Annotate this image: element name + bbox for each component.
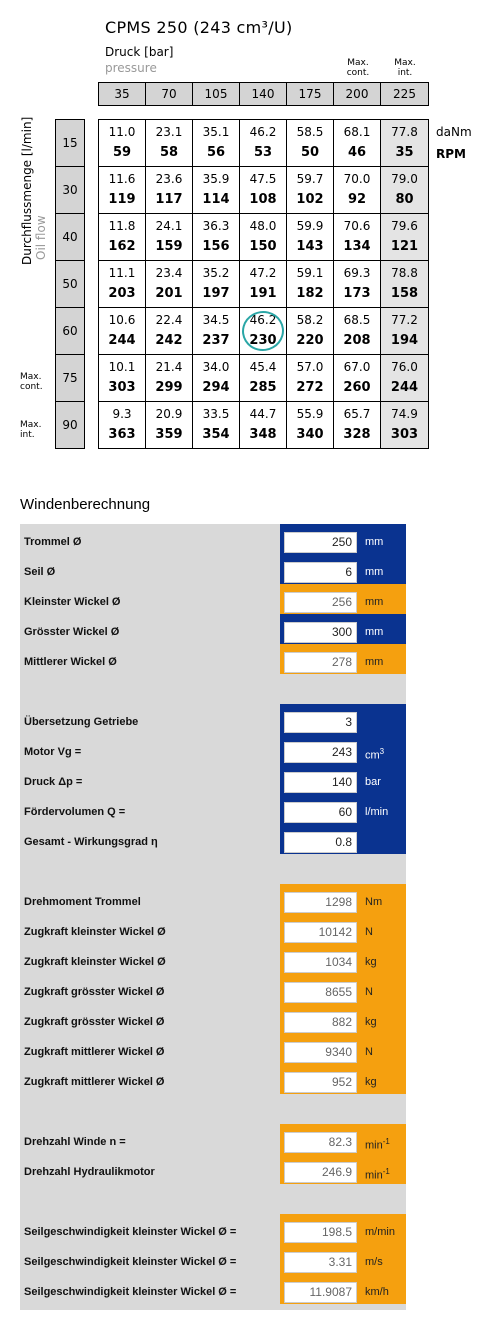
performance-grid — [98, 119, 429, 449]
flow-axis-title: Durchflussmenge [l/min] — [20, 116, 34, 265]
calc-input-field[interactable]: 60 — [284, 802, 357, 823]
grid-row — [99, 261, 428, 308]
rpm-value: 303 — [390, 427, 419, 442]
grid-row — [99, 120, 428, 167]
calc-label: Druck Δp = — [24, 776, 83, 788]
calc-label: Drehzahl Winde n = — [24, 1136, 126, 1148]
calc-unit — [365, 527, 383, 557]
calc-unit — [365, 1247, 383, 1277]
calc-unit-text: mm — [365, 566, 384, 578]
rpm-value: 46 — [347, 145, 367, 160]
torque-value: 34.5 — [202, 313, 230, 327]
calc-label: Drehzahl Hydraulikmotor — [24, 1166, 155, 1178]
rpm-value: 92 — [347, 192, 367, 207]
calc-result-field: 256 — [284, 592, 357, 613]
calc-result-field: 82.3 — [284, 1132, 357, 1153]
calc-unit — [365, 1037, 373, 1067]
torque-value: 47.5 — [249, 172, 277, 186]
calc-row — [20, 1007, 406, 1037]
rpm-value: 244 — [390, 380, 419, 395]
calc-unit — [365, 587, 383, 617]
torque-value: 46.2 — [249, 313, 277, 327]
grid-cell — [240, 402, 287, 448]
calc-label: Seil Ø — [24, 566, 56, 578]
grid-cell — [381, 355, 428, 401]
calc-result-field: 10142 — [284, 922, 357, 943]
rpm-value: 203 — [108, 286, 136, 301]
flow-cell: 60 — [56, 308, 84, 355]
calc-row — [20, 767, 406, 797]
unit-superscript: -1 — [382, 1137, 390, 1146]
rpm-value: 299 — [155, 380, 183, 395]
rpm-value: 303 — [108, 380, 136, 395]
rpm-value: 156 — [202, 239, 230, 254]
rpm-value: 121 — [390, 239, 419, 254]
torque-value: 36.3 — [202, 219, 230, 233]
torque-value: 11.0 — [108, 125, 136, 139]
rpm-value: 143 — [296, 239, 324, 254]
torque-value: 33.5 — [202, 407, 230, 421]
grid-cell — [240, 167, 287, 213]
torque-value: 22.4 — [155, 313, 183, 327]
grid-row — [99, 214, 428, 261]
torque-value: 58.5 — [296, 125, 324, 139]
calc-unit — [365, 797, 388, 827]
calc-label: Gesamt - Wirkungsgrad η — [24, 836, 158, 848]
torque-value: 77.2 — [391, 313, 418, 327]
calc-input-field[interactable]: 300 — [284, 622, 357, 643]
torque-value: 23.4 — [155, 266, 183, 280]
grid-cell — [99, 308, 146, 354]
rpm-value: 294 — [202, 380, 230, 395]
torque-value: 79.6 — [391, 219, 418, 233]
grid-cell — [146, 402, 193, 448]
calc-unit — [365, 557, 383, 587]
torque-value: 9.3 — [112, 407, 132, 421]
calc-label: Zugkraft grösster Wickel Ø — [24, 986, 165, 998]
calc-label: Grösster Wickel Ø — [24, 626, 120, 638]
calc-unit — [365, 767, 381, 797]
max-int-header: Max. int. — [394, 58, 416, 78]
pressure-cell: 225 — [393, 87, 416, 101]
rpm-value: 194 — [390, 333, 419, 348]
calc-unit-text: N — [365, 1046, 373, 1058]
winch-panel — [20, 524, 406, 1310]
torque-value: 10.1 — [108, 360, 136, 374]
flow-cell: 30 — [56, 167, 84, 214]
rpm-value: 102 — [296, 192, 324, 207]
pressure-sublabel: pressure — [105, 61, 157, 75]
grid-cell — [99, 355, 146, 401]
torque-value: 20.9 — [155, 407, 183, 421]
calc-input-field[interactable]: 0.8 — [284, 832, 357, 853]
rpm-value: 119 — [108, 192, 136, 207]
calc-row — [20, 737, 406, 767]
calc-unit — [365, 1277, 389, 1307]
calc-label: Motor Vg = — [24, 746, 82, 758]
unit-superscript: -1 — [382, 1167, 390, 1176]
torque-value: 35.9 — [202, 172, 230, 186]
calc-unit-text: mm — [365, 626, 384, 638]
calc-unit-text: mm — [365, 536, 384, 548]
pressure-cell: 70 — [146, 83, 193, 105]
calc-result-field: 3.31 — [284, 1252, 357, 1273]
calc-unit — [365, 887, 382, 917]
rpm-value: 182 — [296, 286, 324, 301]
torque-value: 48.0 — [249, 219, 277, 233]
torque-unit: daNm — [436, 125, 472, 139]
torque-value: 68.1 — [343, 125, 371, 139]
calc-row — [20, 797, 406, 827]
calc-row — [20, 1037, 406, 1067]
grid-cell — [334, 214, 381, 260]
calc-unit-text: cm — [365, 749, 380, 762]
calc-result-field: 952 — [284, 1072, 357, 1093]
rpm-value: 134 — [343, 239, 371, 254]
unit-superscript: 3 — [379, 747, 385, 756]
torque-value: 70.6 — [343, 219, 371, 233]
grid-cell — [334, 308, 381, 354]
rpm-value: 159 — [155, 239, 183, 254]
grid-cell — [287, 308, 334, 354]
rpm-value: 108 — [249, 192, 277, 207]
rpm-value: 53 — [253, 145, 273, 160]
grid-cell — [146, 214, 193, 260]
grid-cell — [193, 120, 240, 166]
grid-cell — [99, 261, 146, 307]
grid-cell — [334, 402, 381, 448]
torque-value: 74.9 — [391, 407, 418, 421]
rpm-value: 201 — [155, 286, 183, 301]
calc-row — [20, 827, 406, 857]
rpm-value: 150 — [249, 239, 277, 254]
flow-cell: 15 — [56, 120, 84, 167]
torque-value: 34.0 — [202, 360, 230, 374]
rpm-value: 230 — [249, 333, 277, 348]
calc-input-field[interactable]: 6 — [284, 562, 357, 583]
calc-unit — [365, 1217, 395, 1247]
calc-label: Übersetzung Getriebe — [24, 716, 139, 728]
pressure-cell: 200 — [334, 83, 381, 105]
torque-value: 21.4 — [155, 360, 183, 374]
grid-cell — [287, 214, 334, 260]
calc-row — [20, 1157, 406, 1187]
grid-cell — [99, 167, 146, 213]
grid-cell — [240, 214, 287, 260]
torque-value: 70.0 — [343, 172, 371, 186]
rpm-value: 162 — [108, 239, 136, 254]
grid-cell — [334, 167, 381, 213]
torque-value: 59.7 — [296, 172, 324, 186]
torque-value: 46.2 — [249, 125, 277, 139]
flow-cell: 50 — [56, 261, 84, 308]
chart-title: CPMS 250 (243 cm³/U) — [105, 18, 293, 37]
pressure-cell: 105 — [193, 83, 240, 105]
calc-row — [20, 917, 406, 947]
grid-cell — [287, 402, 334, 448]
calc-label: Zugkraft kleinster Wickel Ø — [24, 956, 166, 968]
torque-value: 10.6 — [108, 313, 136, 327]
torque-value: 59.1 — [296, 266, 324, 280]
torque-value: 79.0 — [391, 172, 418, 186]
calc-unit-text: min — [365, 1169, 383, 1182]
flow-axis-subtitle: Oil flow — [34, 215, 48, 260]
calc-result-field: 882 — [284, 1012, 357, 1033]
calc-unit — [365, 1157, 390, 1191]
torque-value: 65.7 — [343, 407, 371, 421]
grid-cell — [146, 261, 193, 307]
flow-cell: 40 — [56, 214, 84, 261]
grid-cell — [240, 120, 287, 166]
torque-value: 35.2 — [202, 266, 230, 280]
calc-label: Zugkraft mittlerer Wickel Ø — [24, 1046, 165, 1058]
rpm-value: 348 — [249, 427, 277, 442]
max-cont-header: Max. cont. — [346, 58, 370, 78]
rpm-value: 244 — [108, 333, 136, 348]
grid-cell — [287, 261, 334, 307]
calc-unit — [365, 737, 384, 771]
torque-value: 69.3 — [343, 266, 371, 280]
calc-unit-text: km/h — [365, 1286, 389, 1298]
grid-cell — [381, 402, 428, 448]
calc-row — [20, 617, 406, 647]
pressure-cell: 35 — [99, 83, 146, 105]
calc-row — [20, 1277, 406, 1307]
grid-cell — [334, 355, 381, 401]
calc-row — [20, 587, 406, 617]
calc-label: Drehmoment Trommel — [24, 896, 141, 908]
calc-unit-text: N — [365, 986, 373, 998]
grid-cell — [240, 261, 287, 307]
calc-unit-text: kg — [365, 1076, 377, 1088]
torque-value: 35.1 — [202, 125, 230, 139]
calc-row — [20, 707, 406, 737]
winch-section-title: Windenberechnung — [20, 496, 151, 513]
calc-unit-text: mm — [365, 656, 384, 668]
torque-value: 77.8 — [391, 125, 418, 139]
torque-value: 47.2 — [249, 266, 277, 280]
grid-cell — [193, 402, 240, 448]
calc-row — [20, 947, 406, 977]
calc-unit-text: mm — [365, 596, 384, 608]
calc-label: Fördervolumen Q = — [24, 806, 126, 818]
calc-result-field: 278 — [284, 652, 357, 673]
rpm-value: 58 — [159, 145, 179, 160]
calc-input-field[interactable]: 140 — [284, 772, 357, 793]
calc-result-field: 246.9 — [284, 1162, 357, 1183]
calc-label: Zugkraft mittlerer Wickel Ø — [24, 1076, 165, 1088]
pressure-cell: 175 — [287, 83, 334, 105]
torque-value: 23.6 — [155, 172, 183, 186]
calc-label: Trommel Ø — [24, 536, 82, 548]
torque-value: 58.2 — [296, 313, 324, 327]
calc-unit-text: Nm — [365, 896, 383, 908]
grid-cell — [381, 214, 428, 260]
calc-label: Zugkraft kleinster Wickel Ø — [24, 926, 166, 938]
grid-cell — [193, 167, 240, 213]
calc-result-field: 198.5 — [284, 1222, 357, 1243]
calc-unit-text: kg — [365, 956, 377, 968]
calc-row — [20, 1217, 406, 1247]
torque-value: 23.1 — [155, 125, 183, 139]
calc-label: Seilgeschwindigkeit kleinster Wickel Ø = — [24, 1256, 237, 1268]
rpm-value: 197 — [202, 286, 230, 301]
grid-cell — [146, 308, 193, 354]
rpm-value: 56 — [206, 145, 226, 160]
grid-cell — [146, 167, 193, 213]
rpm-value: 363 — [108, 427, 136, 442]
calc-result-field: 8655 — [284, 982, 357, 1003]
calc-unit — [365, 1067, 377, 1097]
calc-label: Kleinster Wickel Ø — [24, 596, 121, 608]
rpm-value: 173 — [343, 286, 371, 301]
rpm-value: 50 — [300, 145, 320, 160]
calc-label: Mittlerer Wickel Ø — [24, 656, 117, 668]
calc-unit-text: m/s — [365, 1256, 383, 1268]
rpm-value: 237 — [202, 333, 230, 348]
flow-axis-label — [10, 116, 48, 270]
rpm-value: 59 — [112, 145, 132, 160]
grid-cell — [99, 402, 146, 448]
grid-cell — [146, 120, 193, 166]
calc-row — [20, 647, 406, 677]
grid-cell — [193, 308, 240, 354]
calc-row — [20, 1067, 406, 1097]
calc-input-field[interactable]: 3 — [284, 712, 357, 733]
calc-unit — [365, 947, 377, 977]
calc-row — [20, 1127, 406, 1157]
calc-row — [20, 887, 406, 917]
rpm-value: 340 — [296, 427, 324, 442]
calc-unit-text: bar — [365, 776, 381, 788]
calc-unit — [365, 977, 373, 1007]
grid-cell — [99, 120, 146, 166]
calc-label: Seilgeschwindigkeit kleinster Wickel Ø = — [24, 1286, 237, 1298]
calc-input-field[interactable]: 243 — [284, 742, 357, 763]
calc-unit — [365, 1127, 390, 1161]
torque-value: 11.1 — [108, 266, 136, 280]
torque-value: 67.0 — [343, 360, 371, 374]
calc-row — [20, 1247, 406, 1277]
grid-cell — [381, 120, 428, 166]
rpm-value: 80 — [395, 192, 414, 207]
calc-unit — [365, 617, 383, 647]
torque-value: 45.4 — [249, 360, 277, 374]
rpm-value: 191 — [249, 286, 277, 301]
calc-label: Zugkraft grösster Wickel Ø — [24, 1016, 165, 1028]
rpm-value: 208 — [343, 333, 371, 348]
grid-cell — [381, 308, 428, 354]
torque-value: 76.0 — [391, 360, 418, 374]
calc-unit-text: m/min — [365, 1226, 395, 1238]
rpm-value: 328 — [343, 427, 371, 442]
torque-value: 78.8 — [391, 266, 418, 280]
grid-cell — [287, 167, 334, 213]
grid-row — [99, 167, 428, 214]
torque-value: 68.5 — [343, 313, 371, 327]
grid-cell — [193, 214, 240, 260]
pressure-cell: 140 — [240, 83, 287, 105]
calc-unit-text: l/min — [365, 806, 389, 818]
grid-cell — [287, 120, 334, 166]
torque-value: 11.6 — [108, 172, 136, 186]
flow-cell: 75 — [56, 355, 84, 402]
rpm-value: 35 — [395, 145, 414, 160]
rpm-value: 117 — [155, 192, 183, 207]
rpm-value: 354 — [202, 427, 230, 442]
grid-cell — [193, 355, 240, 401]
rpm-value: 359 — [155, 427, 183, 442]
calc-unit-text: kg — [365, 1016, 377, 1028]
rpm-value: 285 — [249, 380, 277, 395]
rpm-value: 220 — [296, 333, 324, 348]
grid-row — [99, 402, 428, 449]
rpm-value: 158 — [390, 286, 419, 301]
grid-cell — [193, 261, 240, 307]
calc-result-field: 9340 — [284, 1042, 357, 1063]
calc-result-field: 11.9087 — [284, 1282, 357, 1303]
grid-cell — [99, 214, 146, 260]
torque-value: 11.8 — [108, 219, 136, 233]
grid-cell — [240, 355, 287, 401]
calc-row — [20, 557, 406, 587]
grid-cell — [334, 261, 381, 307]
pressure-label: Druck [bar] — [105, 45, 174, 59]
rpm-value: 260 — [343, 380, 371, 395]
rpm-value: 114 — [202, 192, 230, 207]
grid-cell — [146, 355, 193, 401]
torque-value: 57.0 — [296, 360, 324, 374]
grid-cell — [334, 120, 381, 166]
grid-row — [99, 355, 428, 402]
torque-value: 24.1 — [155, 219, 183, 233]
calc-result-field: 1034 — [284, 952, 357, 973]
calc-unit — [365, 917, 373, 947]
calc-row — [20, 527, 406, 557]
calc-unit-text: N — [365, 926, 373, 938]
grid-cell — [381, 167, 428, 213]
rpm-value: 242 — [155, 333, 183, 348]
calc-unit — [365, 1007, 377, 1037]
calc-row — [20, 977, 406, 1007]
grid-cell — [287, 355, 334, 401]
torque-value: 59.9 — [296, 219, 324, 233]
flow-cell: 90 — [56, 402, 84, 449]
calc-input-field[interactable]: 250 — [284, 532, 357, 553]
grid-cell — [381, 261, 428, 307]
rpm-value: 272 — [296, 380, 324, 395]
calc-label: Seilgeschwindigkeit kleinster Wickel Ø = — [24, 1226, 237, 1238]
row-max-cont-label: Max. cont. — [20, 372, 43, 392]
calc-result-field: 1298 — [284, 892, 357, 913]
calc-unit-text: min — [365, 1139, 383, 1152]
torque-value: 55.9 — [296, 407, 324, 421]
row-max-int-label: Max. int. — [20, 420, 42, 440]
flow-column — [55, 119, 85, 449]
calc-unit — [365, 647, 383, 677]
rpm-unit: RPM — [436, 147, 466, 161]
pressure-header-row — [98, 82, 429, 106]
torque-value: 44.7 — [249, 407, 277, 421]
